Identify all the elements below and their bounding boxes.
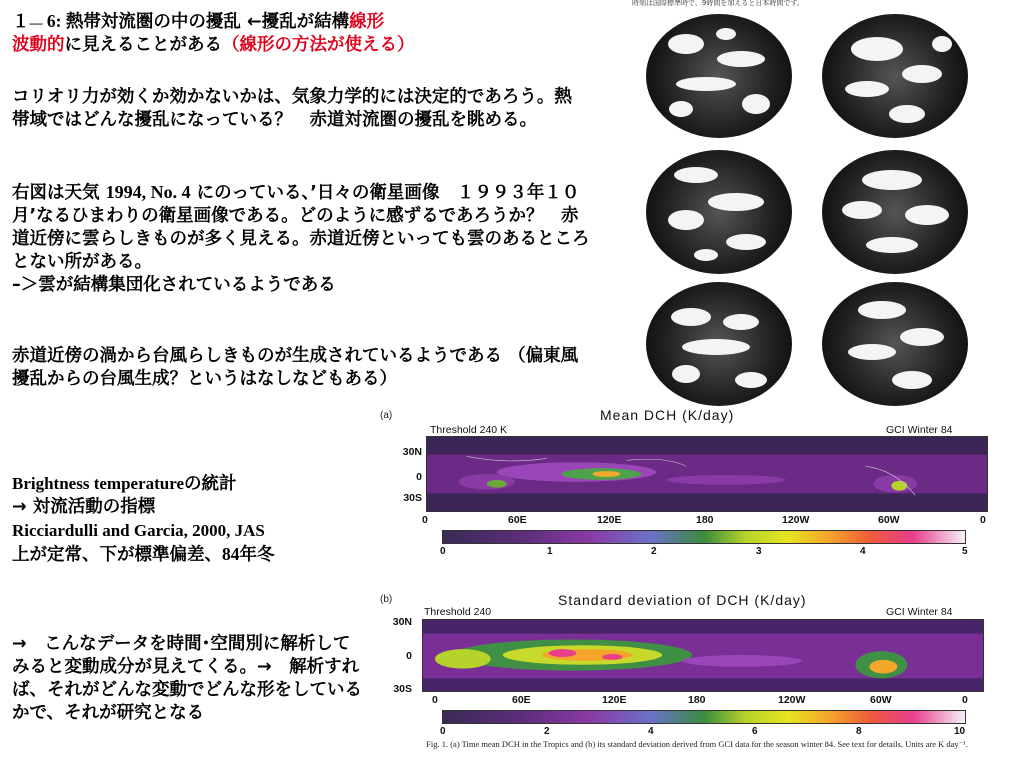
panel-b-colorbar: [442, 710, 966, 724]
satellite-globe-1: [646, 14, 792, 138]
panel-a-lon-60w: 60W: [878, 514, 900, 526]
panel-a-tick-4: 4: [860, 546, 866, 557]
para2-d: –＞雲が結構集団化されているようである: [12, 275, 336, 295]
ref-desc-c: 年冬: [239, 545, 275, 565]
panel-a-tick-2: 2: [651, 546, 657, 557]
panel-b-lat-30n: 30N: [392, 616, 412, 628]
ref-brightness: Brightness temperature: [12, 474, 185, 493]
panel-a-source: GCI Winter 84: [886, 424, 953, 436]
panel-a-tag: (a): [380, 410, 393, 421]
slide-title: [12, 10, 532, 57]
title-arrow: ←: [246, 12, 262, 32]
title-main: 熱帯対流圏の中の擾乱: [65, 12, 247, 32]
para2-a: 右図は天気: [12, 183, 106, 203]
title-red-wave: 波動的: [12, 35, 65, 55]
panel-b-tick-4: 4: [648, 726, 654, 737]
panel-b-lat-30s: 30S: [393, 683, 412, 695]
ref-desc-a: 上が定常、下が標準偏差、: [12, 545, 222, 565]
satellite-globe-5: [646, 282, 792, 406]
panel-a-lon-0: 0: [422, 514, 428, 526]
ref-desc-b: 84: [222, 544, 240, 564]
para2-c: にのっている、’日々の衛星画像 １９９３年１０月’なるひまわりの衛星画像である。どのように感ずるであろうか？ 赤道近傍に雲らしきものが多く見える。赤道近傍といっても雲のあるところとない所がある。: [12, 183, 590, 272]
panel-b-title: Standard deviation of DCH (K/day): [558, 592, 807, 608]
panel-b-lon-180: 180: [688, 694, 706, 706]
satellite-globe-4: [822, 150, 968, 274]
panel-b-threshold: Threshold 240: [424, 606, 492, 618]
panel-b-lat-0: 0: [406, 650, 412, 662]
panel-a-lon-0-end: 0: [980, 514, 986, 526]
panel-b-tick-6: 6: [752, 726, 758, 737]
title-dash: —: [29, 15, 43, 30]
paragraph-typhoon: 赤道近傍の渦から台風らしきものが生成されているようである （偏東風擾乱からの台風生成？というはなしなどもある）: [12, 346, 579, 389]
title-red-linear: 線形: [349, 12, 385, 32]
panel-b-lon-60e: 60E: [512, 694, 531, 706]
ref-citation: Ricciardulli and Garcia, 2000, JAS: [12, 521, 265, 540]
title-mid: に見えることがある: [64, 35, 222, 55]
panel-a-lat-30s: 30S: [403, 492, 422, 504]
panel-b-tick-2: 2: [544, 726, 550, 737]
panel-a-map: [426, 436, 988, 512]
panel-b-lon-120e: 120E: [602, 694, 627, 706]
satellite-globe-3: [646, 150, 792, 274]
panel-b-tag: (b): [380, 594, 393, 605]
panel-a-lon-60e: 60E: [508, 514, 527, 526]
panel-a-tick-3: 3: [756, 546, 762, 557]
panel-b-tick-8: 8: [856, 726, 862, 737]
satellite-globe-6: [822, 282, 968, 406]
panel-a-lon-120e: 120E: [597, 514, 622, 526]
figure-caption: Fig. 1. (a) Time mean DCH in the Tropics and (b) its standard deviation derived from GCI data for the season winter 84. See text for details. Units are K day⁻¹.: [426, 739, 968, 749]
satellite-globe-2: [822, 14, 968, 138]
panel-b-lon-0: 0: [432, 694, 438, 706]
panel-b-lon-0-end: 0: [962, 694, 968, 706]
title-sub: 6:: [42, 11, 66, 31]
title-main2: 擾乱が結構: [261, 12, 350, 32]
panel-a-lat-0: 0: [416, 471, 422, 483]
satellite-caption: 時刻は国際標準時で、9時間を加えると日本時間です。: [632, 0, 804, 7]
ref-index: → 対流活動の指標: [12, 497, 156, 517]
panel-a-threshold: Threshold 240 K: [430, 424, 508, 436]
title-red-method: （線形の方法が使える）: [222, 35, 415, 55]
panel-a-lon-120w: 120W: [782, 514, 810, 526]
paragraph-satellite: [12, 181, 592, 297]
panel-b-source: GCI Winter 84: [886, 606, 953, 618]
para2-journal: 1994, No. 4: [105, 182, 191, 202]
panel-b-lon-120w: 120W: [778, 694, 806, 706]
satellite-images-panel: [616, 0, 1024, 408]
paragraph-conclusion: → こんなデータを時間･空間別に解析してみると変動成分が見えてくる。→ 解析すれば、それがどんな変動でどんな形をしているかで、それが研究となる: [12, 634, 362, 723]
panel-a-lon-180: 180: [696, 514, 714, 526]
title-number: １: [12, 12, 30, 32]
panel-a-lat-30n: 30N: [402, 446, 422, 458]
panel-b-map: [422, 619, 984, 692]
reference-block: [12, 472, 362, 567]
panel-a-title: Mean DCH (K/day): [600, 407, 735, 423]
paragraph-coriolis: コリオリ力が効くか効かないかは、気象力学的には決定的であろう。熱帯域ではどんな擾乱になっている？ 赤道対流圏の擾乱を眺める。: [12, 87, 572, 130]
panel-b-tick-0: 0: [440, 726, 446, 737]
ref-stats: の統計: [184, 474, 237, 494]
panel-b-tick-10: 10: [954, 726, 966, 737]
panel-a-colorbar: [442, 530, 966, 544]
dch-figure: [368, 406, 1024, 768]
panel-a-tick-1: 1: [547, 546, 553, 557]
panel-b-lon-60w: 60W: [870, 694, 892, 706]
panel-a-tick-0: 0: [440, 546, 446, 557]
panel-a-tick-5: 5: [962, 546, 968, 557]
